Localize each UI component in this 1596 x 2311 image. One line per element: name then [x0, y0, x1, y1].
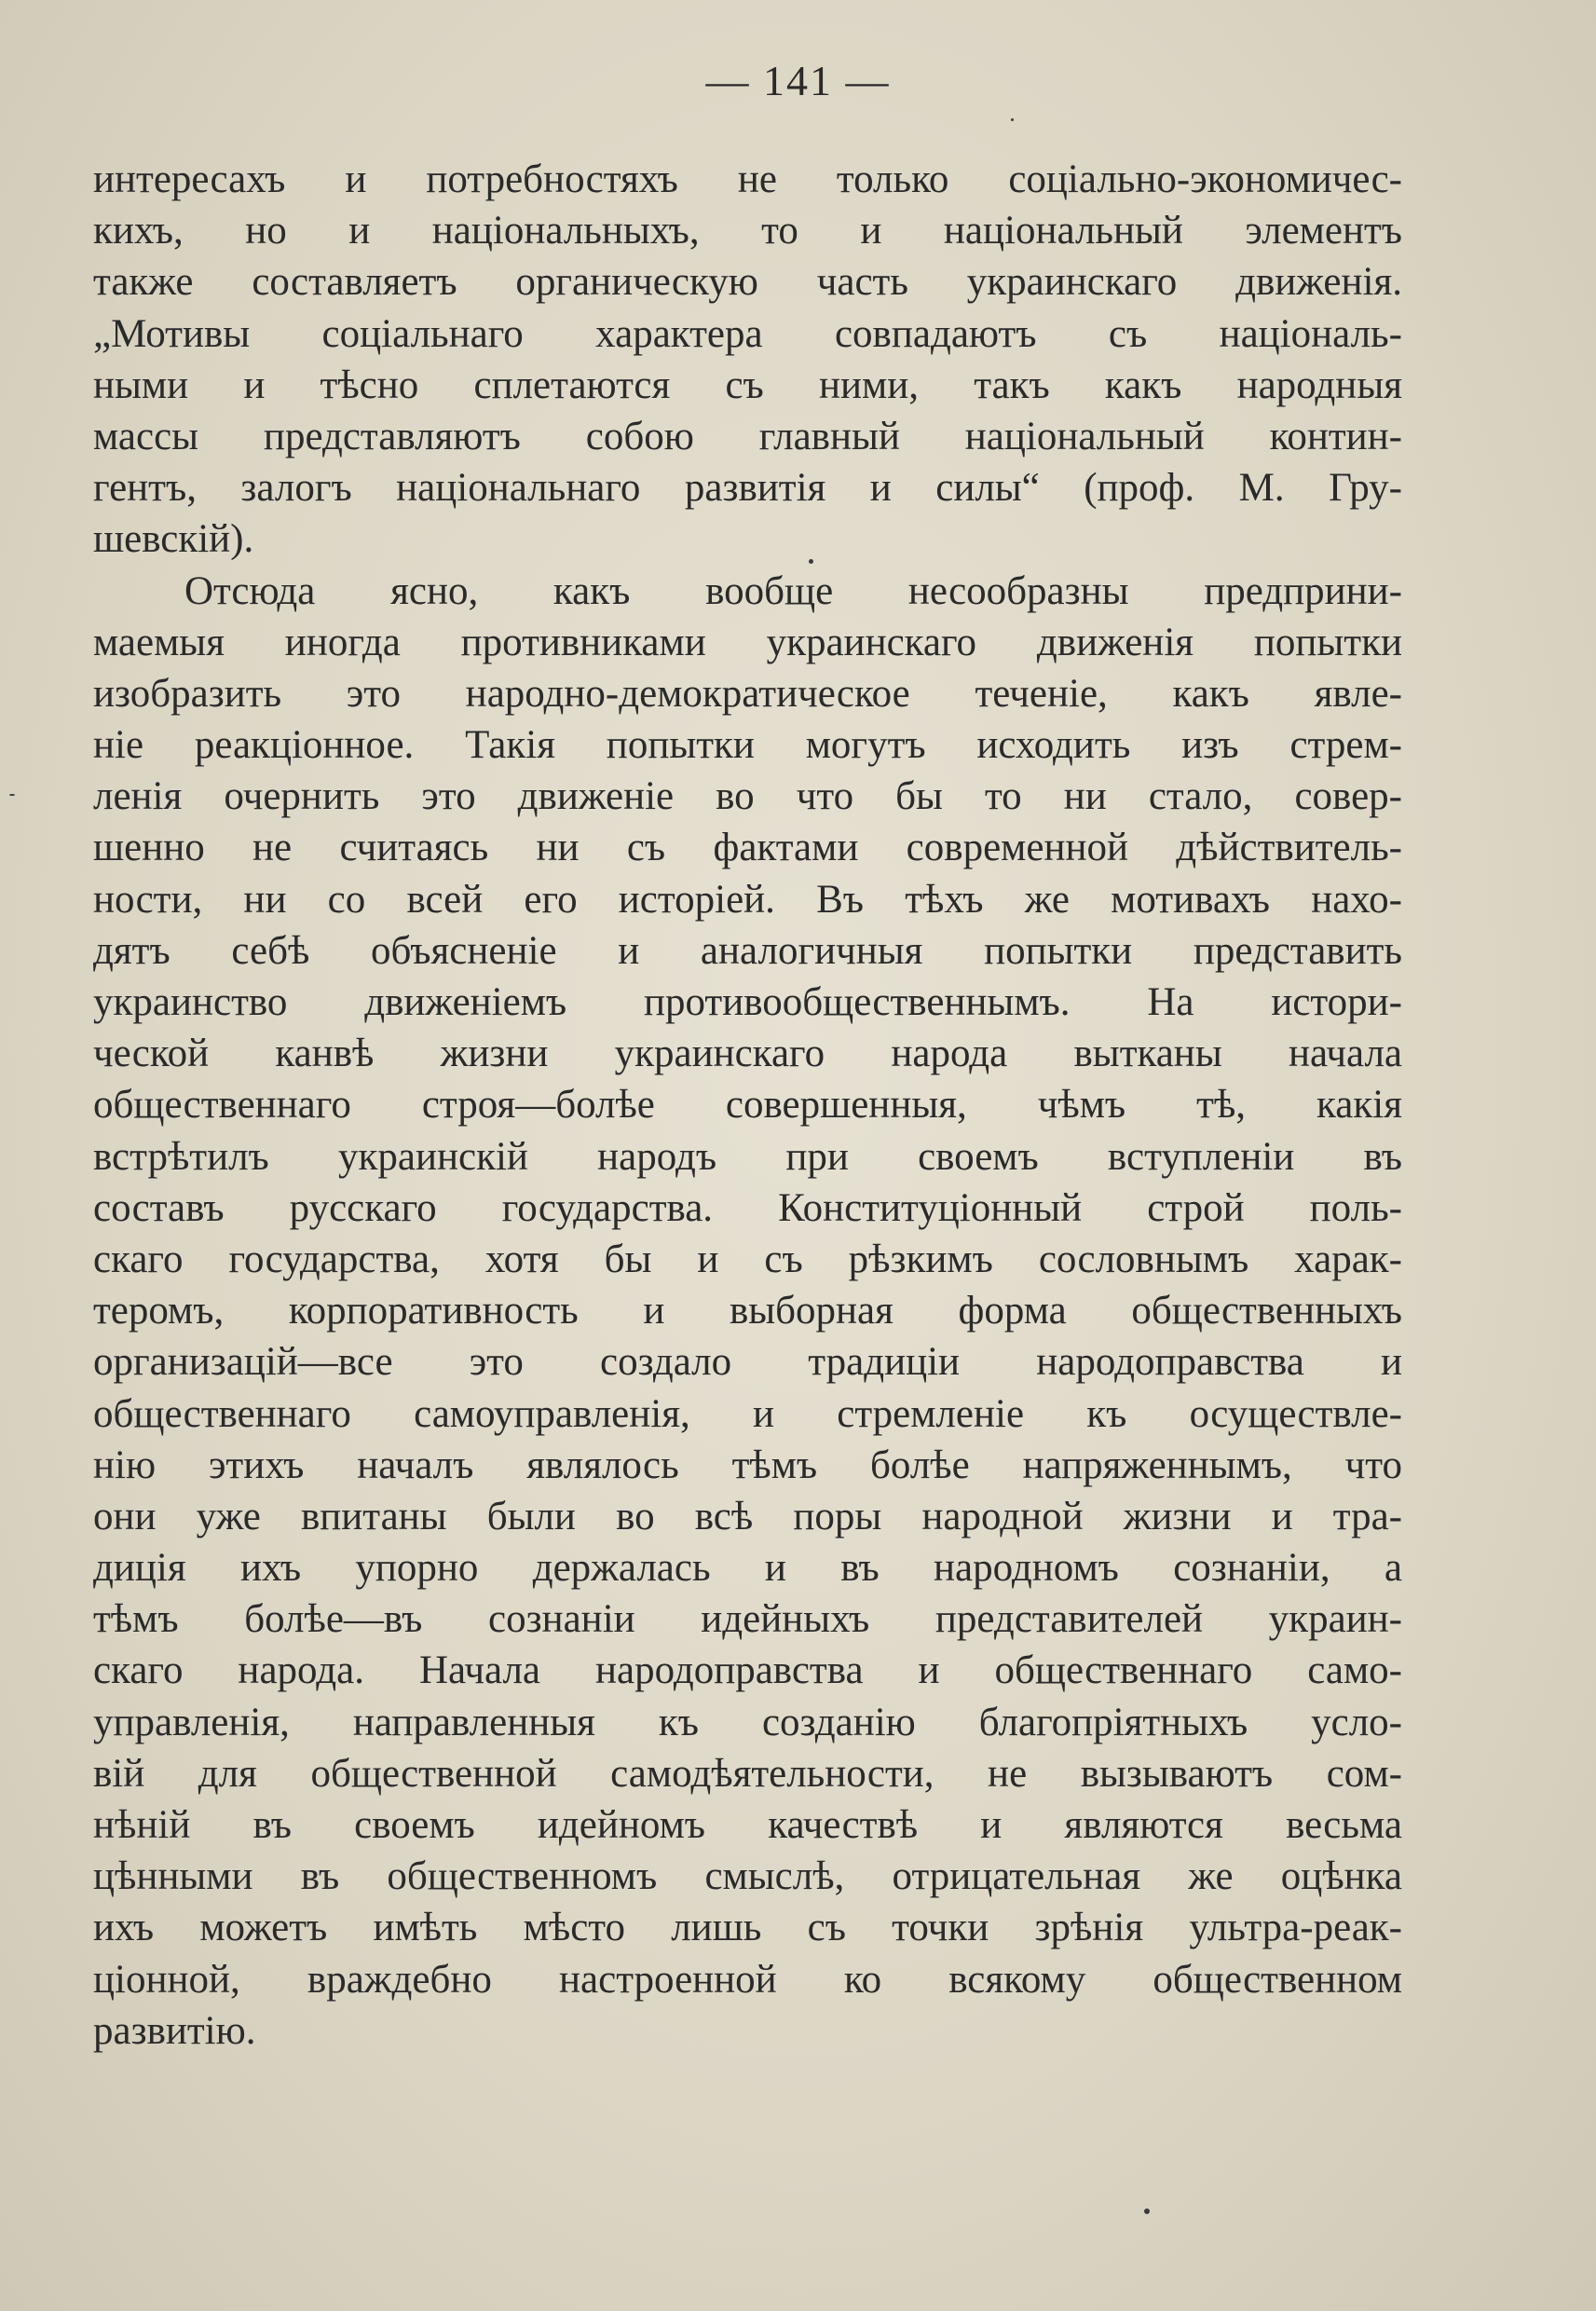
- text-line: тѣмъ болѣе—въ сознаніи идейныхъ представителей украин-: [93, 1597, 1402, 1642]
- text-line: ленія очернить это движеніе во что бы то ни стало, совер-: [93, 774, 1402, 819]
- text-line: составъ русскаго государства. Конституціонный строй поль-: [93, 1185, 1402, 1230]
- text-line: гентъ, залогъ національнаго развитія и силы“ (проф. М. Гру-: [93, 466, 1402, 511]
- text-line: также составляетъ органическую часть украинскаго движенія.: [93, 260, 1402, 305]
- paragraph: [93, 154, 1402, 566]
- print-speck: [1144, 2208, 1150, 2214]
- text-line: ческой канвѣ жизни украинскаго народа вытканы начала: [93, 1032, 1402, 1076]
- text-line: организацій—все это создало традиціи народоправства и: [93, 1340, 1402, 1385]
- text-line: ности, ни со всей его исторіей. Въ тѣхъ же мотивахъ нахо-: [93, 877, 1402, 922]
- paragraph: [93, 566, 1402, 2057]
- text-line: массы представляютъ собою главный національный контин-: [93, 414, 1402, 458]
- text-line: теромъ, корпоративность и выборная форма общественныхъ: [93, 1289, 1402, 1333]
- body-text: [93, 154, 1402, 2057]
- paragraphs: [93, 154, 1402, 2057]
- text-line: дятъ себѣ объясненіе и аналогичныя попытки представить: [93, 928, 1402, 973]
- text-line: они уже впитаны были во всѣ поры народной жизни и тра-: [93, 1494, 1402, 1538]
- text-line: „Мотивы соціальнаго характера совпадаютъ съ національ-: [93, 311, 1402, 356]
- text-line: кихъ, но и національныхъ, то и національный элементъ: [93, 209, 1402, 253]
- page-number: — 141 —: [705, 57, 891, 104]
- text-line: общественнаго самоуправленія, и стремленіе къ осуществле-: [93, 1391, 1402, 1436]
- print-speck: [9, 794, 15, 796]
- text-line: нію этихъ началъ являлось тѣмъ болѣе напряженнымъ, что: [93, 1443, 1402, 1487]
- print-speck: [1011, 118, 1014, 121]
- text-line: Отсюда ясно, какъ вообще несообразны предприни-: [184, 568, 1402, 613]
- text-line: общественнаго строя—болѣе совершенныя, чѣмъ тѣ, какія: [93, 1083, 1402, 1128]
- text-line: развитію.: [93, 2008, 256, 2053]
- text-line: ціонной, враждебно настроенной ко всякому общественном: [93, 1957, 1402, 2002]
- text-line: скаго народа. Начала народоправства и общественнаго само-: [93, 1648, 1402, 1693]
- text-line: шевскій).: [93, 517, 254, 562]
- text-line: маемыя иногда противниками украинскаго движенія попытки: [93, 620, 1402, 664]
- text-line: ихъ можетъ имѣть мѣсто лишь съ точки зрѣнія ультра-реак-: [93, 1906, 1402, 1950]
- text-line: украинство движеніемъ противообщественнымъ. На истори-: [93, 980, 1402, 1024]
- text-line: изобразить это народно-демократическое теченіе, какъ явле-: [93, 671, 1402, 716]
- text-line: шенно не считаясь ни съ фактами современной дѣйствитель-: [93, 826, 1402, 870]
- text-line: вій для общественной самодѣятельности, не вызываютъ сом-: [93, 1751, 1402, 1796]
- text-line: скаго государства, хотя бы и съ рѣзкимъ сословнымъ харак-: [93, 1237, 1402, 1281]
- text-line: ными и тѣсно сплетаются съ ними, такъ какъ народныя: [93, 362, 1402, 407]
- text-line: встрѣтилъ украинскій народъ при своемъ вступленіи въ: [93, 1134, 1402, 1179]
- text-line: цѣнными въ общественномъ смыслѣ, отрицательная же оцѣнка: [93, 1854, 1402, 1899]
- print-speck: [809, 559, 813, 564]
- text-line: нѣній въ своемъ идейномъ качествѣ и являются весьма: [93, 1803, 1402, 1847]
- text-line: ніе реакціонное. Такія попытки могутъ исходить изъ стрем-: [93, 723, 1402, 768]
- text-line: интересахъ и потребностяхъ не только соціально-экономичес-: [93, 157, 1402, 201]
- text-line: управленія, направленныя къ созданію благопріятныхъ усло-: [93, 1700, 1402, 1744]
- text-line: диція ихъ упорно держалась и въ народномъ сознаніи, а: [93, 1546, 1402, 1591]
